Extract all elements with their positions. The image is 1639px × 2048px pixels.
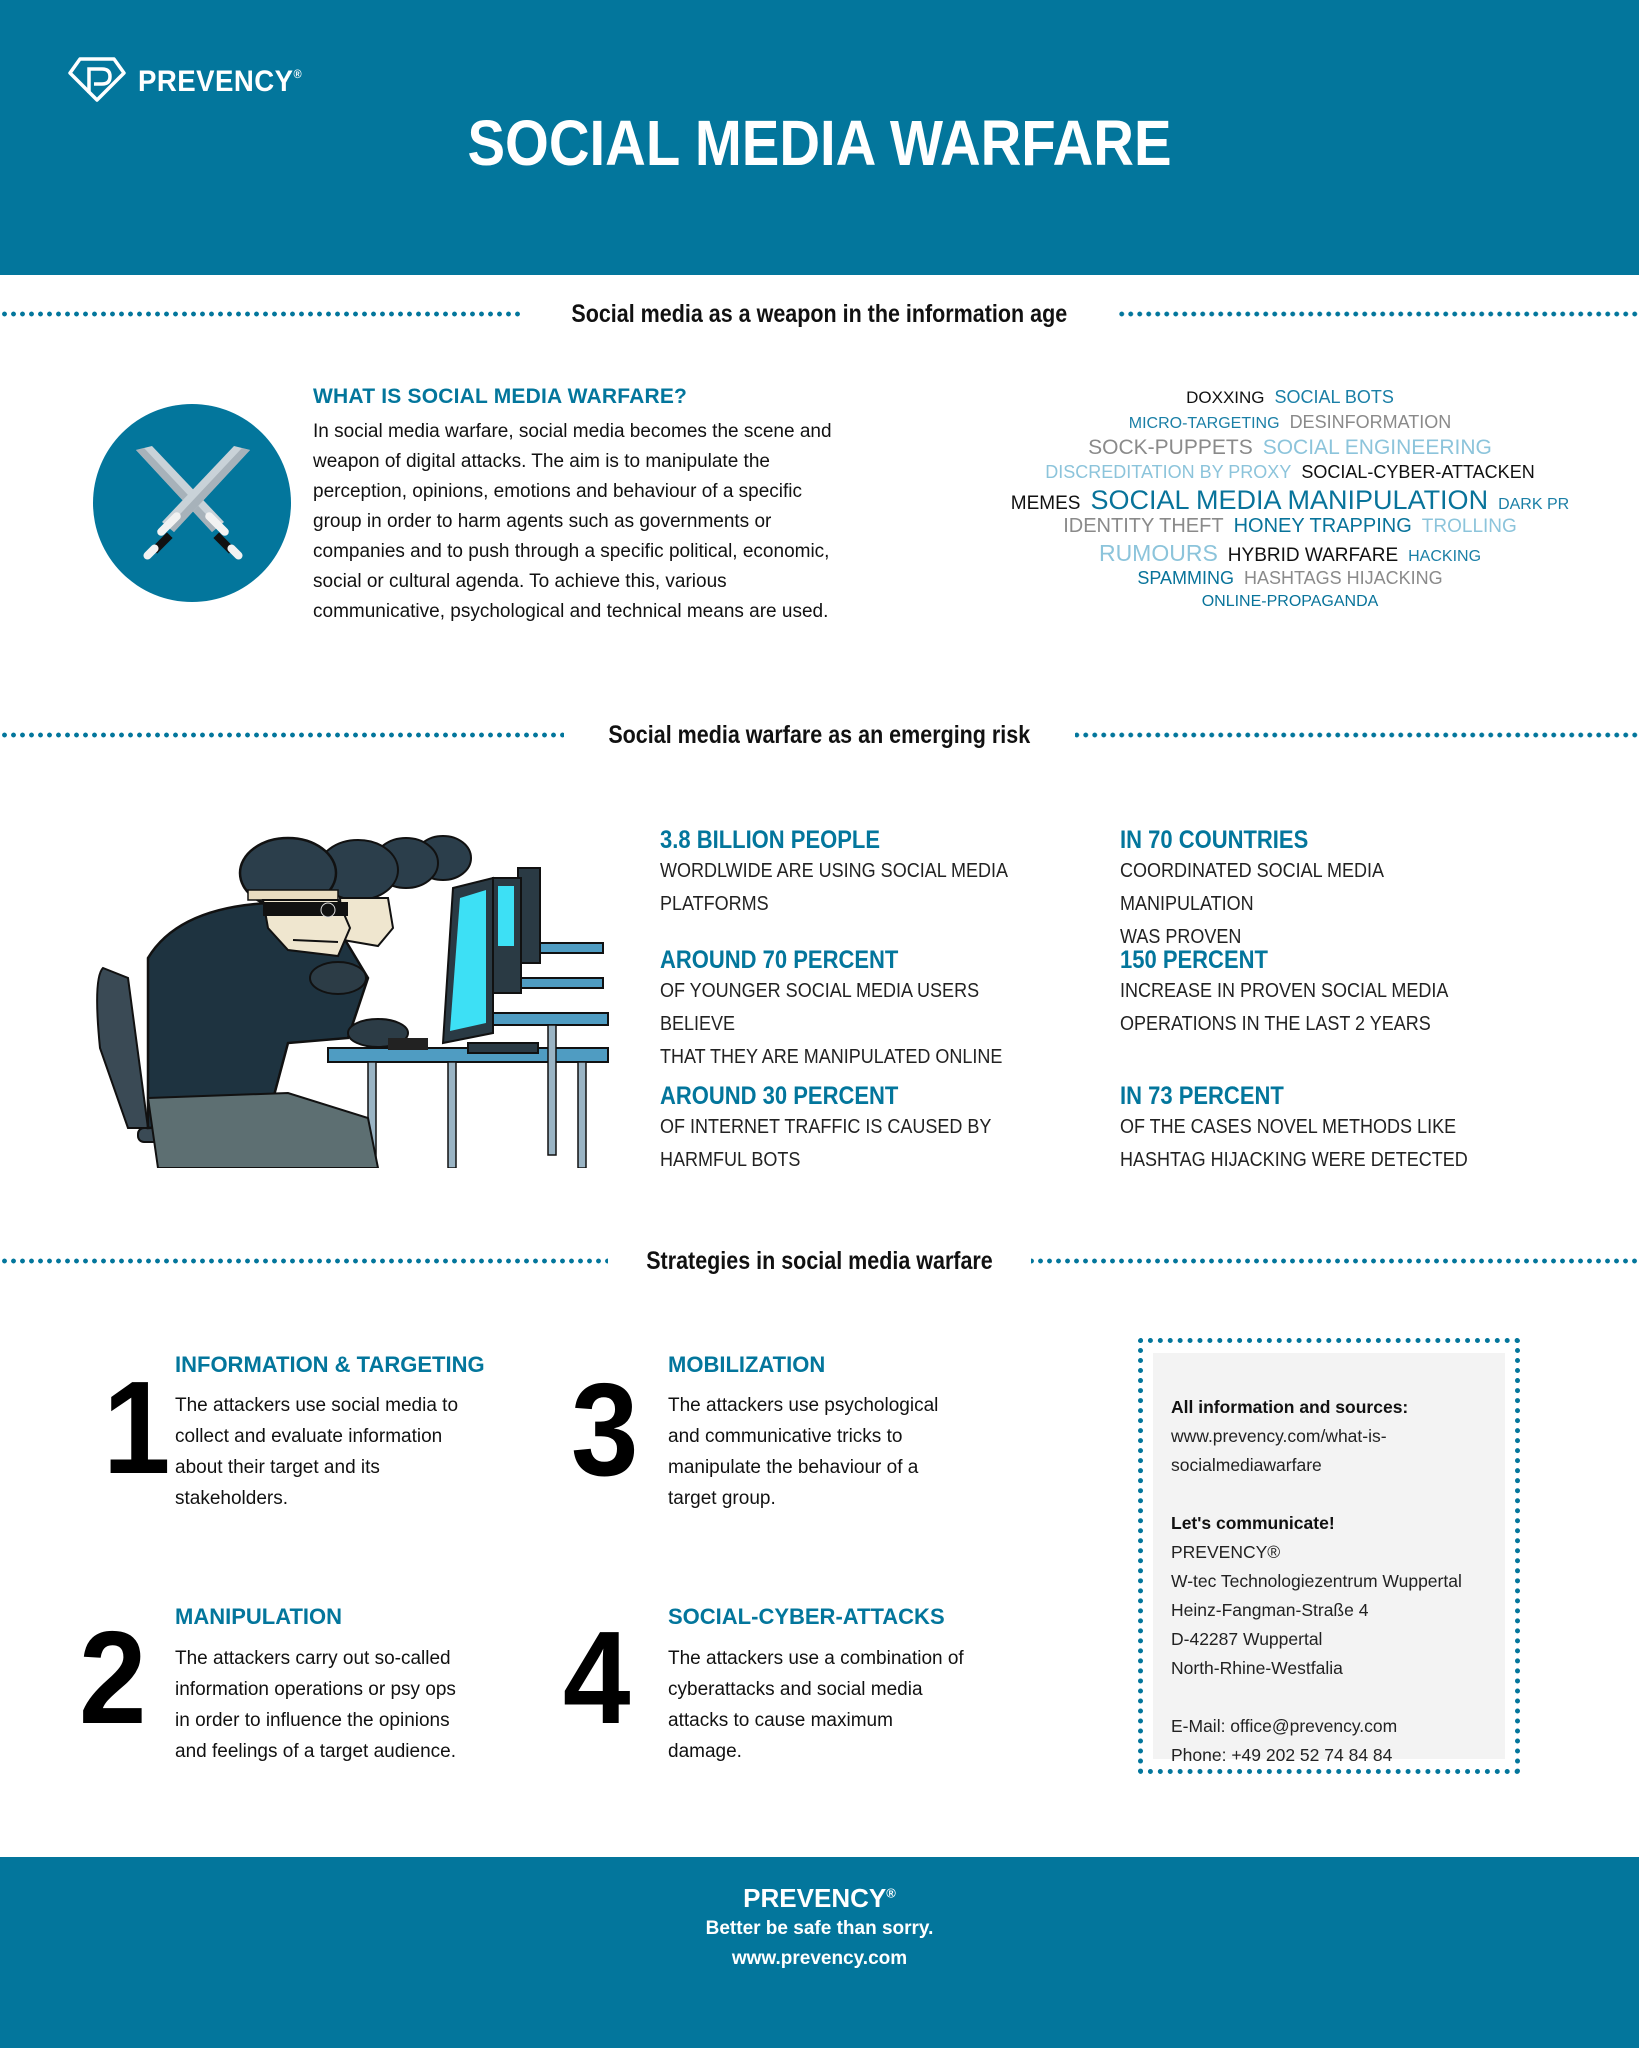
sources-label: All information and sources: [1171,1397,1409,1417]
crossed-swords-icon [128,444,258,564]
brand-name: PREVENCY® [138,64,303,98]
header-banner [0,0,1639,275]
stat-item [1120,826,1550,954]
strategy-body: The attackers use psychological and communicative tricks to manipulate the behaviour of a target group. [668,1395,939,1509]
word-cloud-row [1000,594,1580,610]
stat-title: AROUND 70 PERCENT [660,946,899,974]
stat-item [660,946,1090,1074]
crossed-swords-badge [93,404,291,602]
word-cloud-term: HACKING [1408,548,1482,565]
stat-title: AROUND 30 PERCENT [660,1082,899,1110]
strategy-body: The attackers use a combination of cyberattacks and social media attacks to cause maximum damage. [668,1648,964,1762]
word-cloud-term: RUMOURS [1098,540,1218,566]
word-cloud-row [1000,487,1580,514]
section-heading-text: Social media as a weapon in the information age [571,299,1068,328]
postal-address: PREVENCY® W-tec Technologiezentrum Wuppertal Heinz-Fangman-Straße 4 D-42287 Wuppertal North-Rhine-Westfalia [1171,1542,1462,1678]
dotted-divider [1075,732,1639,738]
word-cloud-term: SOCIAL MEDIA MANIPULATION [1090,485,1489,515]
word-cloud-term: HONEY TRAPPING [1233,515,1412,537]
strategy-title: SOCIAL-CYBER-ATTACKS [668,1604,945,1629]
section-heading-text: Social media warfare as an emerging risk [608,720,1031,749]
stat-body: WORDLWIDE ARE USING SOCIAL MEDIA PLATFORMS [660,860,1009,915]
word-cloud-term: HASHTAGS HIJACKING [1243,568,1443,588]
word-cloud-term: DARK PR [1498,496,1570,513]
strategy-number: 2 [78,1604,147,1751]
dotted-divider [1118,311,1639,317]
strategy-number: 4 [562,1604,631,1751]
strategy-number: 3 [570,1356,639,1503]
contact-label: Let's communicate! [1171,1513,1335,1533]
word-cloud-term: SOCK-PUPPETS [1088,436,1253,459]
dotted-divider [1031,1258,1639,1264]
word-cloud-row [1000,437,1580,458]
stat-item [660,1082,1090,1177]
stat-body: INCREASE IN PROVEN SOCIAL MEDIA OPERATIONS IN THE LAST 2 YEARS [1120,980,1449,1035]
stat-title: IN 73 PERCENT [1120,1082,1284,1110]
word-cloud-term: SOCIAL-CYBER-ATTACKEN [1301,462,1535,482]
word-cloud-term: DOXXING [1186,388,1265,407]
dotted-divider [0,732,564,738]
stat-title: 150 PERCENT [1120,946,1268,974]
strategy-body: The attackers use social media to collect and evaluate information about their target and its stakeholders. [175,1395,459,1509]
word-cloud-term: IDENTITY THEFT [1063,515,1224,537]
definition-body: In social media warfare, social media becomes the scene and weapon of digital attacks. The aim is to manipulate the perception, opinions, emotions and behaviour of a specific group in order to harm agents such as governments or companies and to push through a specific political, economic, social or cultural agenda. To achieve this, various communicative, psychological and technical means are used. [313,421,832,622]
section-heading-risk [0,715,1639,755]
word-cloud-term: DESINFORMATION [1289,412,1452,432]
stat-item [1120,1082,1550,1177]
word-cloud-row [1000,463,1580,482]
phone-number[interactable]: Phone: +49 202 52 74 84 84 [1171,1745,1393,1765]
stat-body: OF YOUNGER SOCIAL MEDIA USERS BELIEVE THAT THEY ARE MANIPULATED ONLINE [660,980,1003,1068]
word-cloud-term: TROLLING [1421,516,1517,537]
definition-title: WHAT IS SOCIAL MEDIA WARFARE? [313,385,688,408]
strategy-title: MANIPULATION [175,1604,343,1629]
word-cloud-row [1000,516,1580,536]
stat-title: IN 70 COUNTRIES [1120,826,1309,854]
word-cloud-term: MICRO-TARGETING [1128,415,1280,432]
stat-item [660,826,1090,921]
word-cloud-term: DISCREDITATION BY PROXY [1045,462,1292,482]
stat-body: OF THE CASES NOVEL METHODS LIKE HASHTAG HIJACKING WERE DETECTED [1120,1116,1468,1171]
dotted-divider [0,311,521,317]
brand-logo[interactable] [68,56,316,107]
stat-title: 3.8 BILLION PEOPLE [660,826,881,854]
word-cloud-row [1000,388,1580,407]
word-cloud-term: ONLINE-PROPAGANDA [1201,593,1379,610]
section-heading-text: Strategies in social media warfare [646,1246,993,1275]
word-cloud-row [1000,569,1580,588]
footer-slogan: Better be safe than sorry. [705,1918,934,1939]
word-cloud-term: SOCIAL BOTS [1274,387,1394,407]
footer-website-link[interactable]: www.prevency.com [731,1948,908,1969]
word-cloud-term: HYBRID WARFARE [1227,545,1399,566]
definition-block [313,385,913,627]
skeleton-hackers-at-computers-illustration [88,828,612,1168]
stat-body: OF INTERNET TRAFFIC IS CAUSED BY HARMFUL BOTS [660,1116,992,1171]
strategy-number: 1 [102,1354,171,1501]
word-cloud-term: SOCIAL ENGINEERING [1262,436,1492,459]
section-heading-strategies [0,1241,1639,1281]
strategy-body: The attackers carry out so-called information operations or psy ops in order to influence the opinions and feelings of a target audience. [175,1648,456,1762]
stat-body: COORDINATED SOCIAL MEDIA MANIPULATION WAS PROVEN [1120,860,1384,948]
section-heading-weapon [0,294,1639,334]
word-cloud-term: MEMES [1010,493,1081,514]
footer-brand: PREVENCY® [743,1883,896,1913]
email-link[interactable]: E-Mail: office@prevency.com [1171,1716,1398,1736]
diamond-p-logo-icon [68,56,126,107]
word-cloud-row [1000,542,1580,565]
dotted-divider [0,1258,608,1264]
strategy-title: MOBILIZATION [668,1352,826,1377]
sources-link[interactable]: www.prevency.com/what-is- socialmediawarfare [1171,1426,1387,1475]
stat-item [1120,946,1550,1041]
sources-contact-box [1138,1338,1520,1774]
footer-banner [0,1857,1639,2048]
word-cloud-row [1000,413,1580,432]
strategy-title: INFORMATION & TARGETING [175,1352,485,1377]
word-cloud-term: SPAMMING [1137,568,1234,588]
page-title: SOCIAL MEDIA WARFARE [467,107,1172,179]
